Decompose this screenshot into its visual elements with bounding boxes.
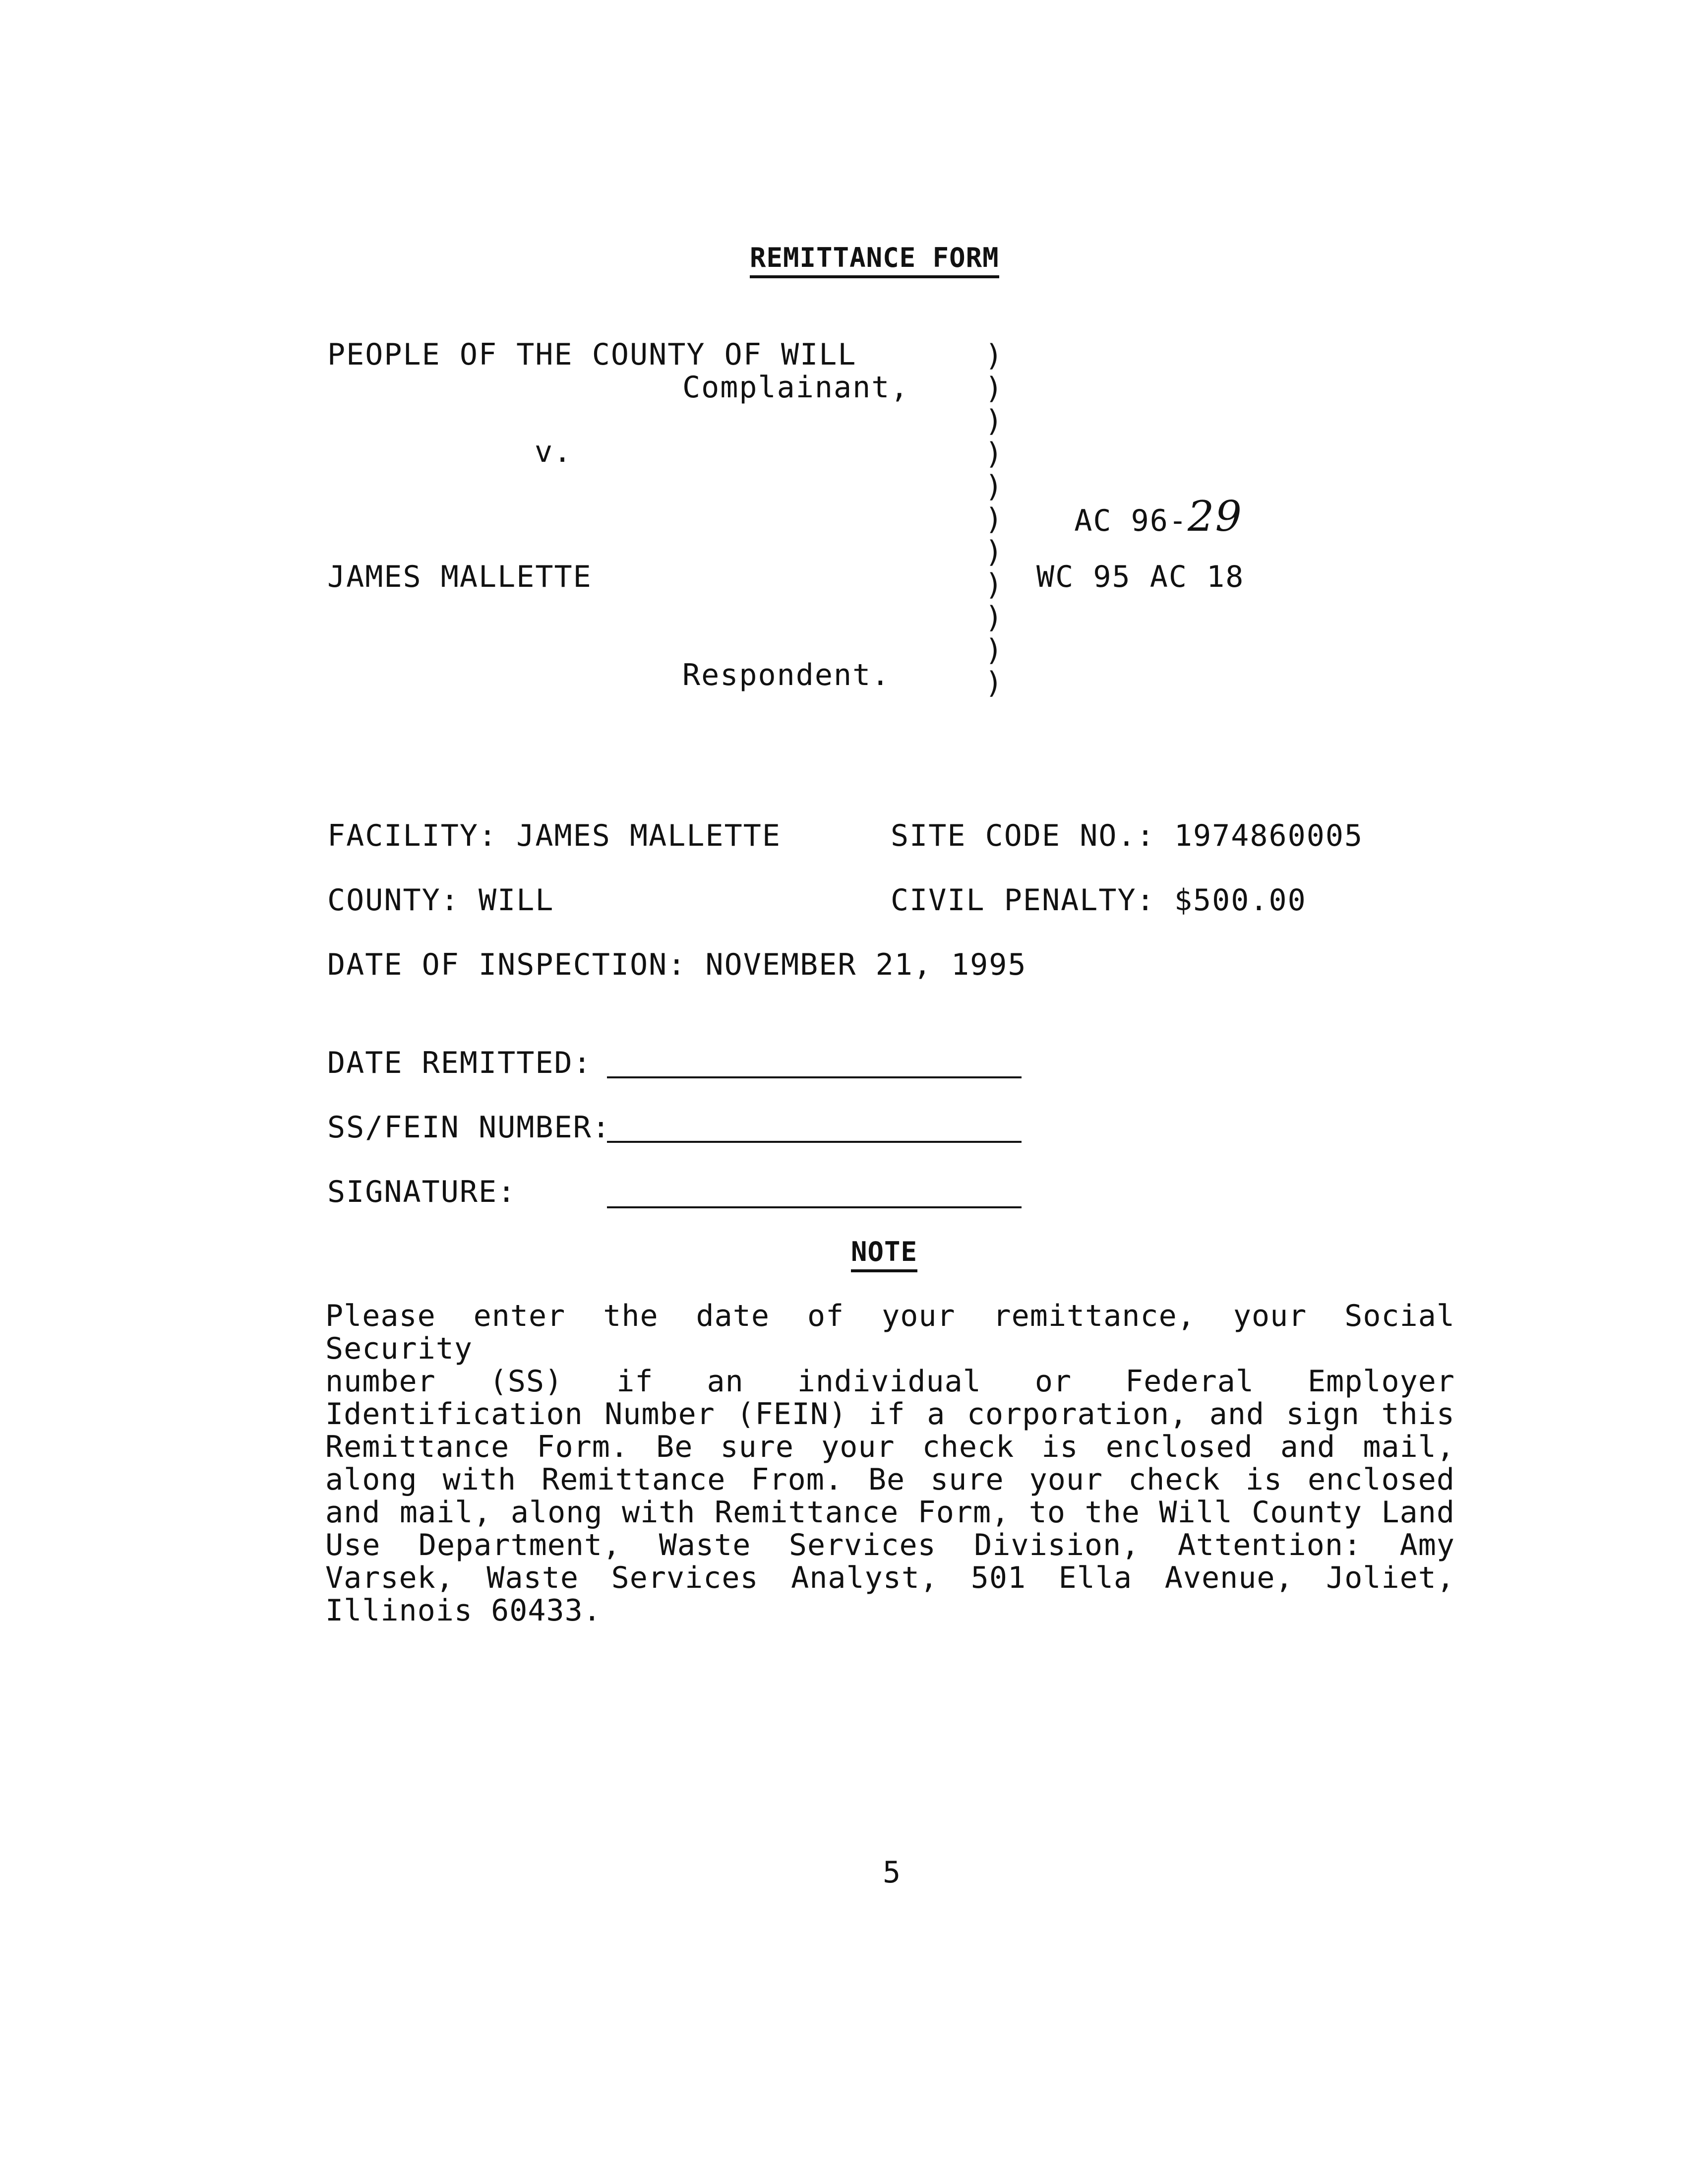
date-remitted-label: DATE REMITTED: [327,1046,592,1080]
note-line: Illinois 60433. [325,1593,602,1628]
note-line: Please enter the date of your remittance, your Social Security [325,1299,1455,1366]
civil-penalty-text: CIVIL PENALTY: $500.00 [891,883,1307,918]
note-line: and mail, along with Remittance Form, to the Will County Land [325,1495,1455,1530]
caption-paren: ) [985,535,1003,569]
note-title: NOTE [851,1236,917,1272]
caption-paren: ) [985,502,1003,537]
respondent-label: Respondent. [682,658,891,692]
note-line: Identification Number (FEIN) if a corporation, and sign this [325,1397,1455,1432]
caption-paren: ) [985,567,1003,602]
caption-paren: ) [985,404,1003,438]
date-of-inspection-text: DATE OF INSPECTION: NOVEMBER 21, 1995 [327,947,1027,982]
note-line: Remittance Form. Be sure your check is enclosed and mail, [325,1430,1455,1464]
complainant-label: Complainant, [682,370,909,405]
site-code-text: SITE CODE NO.: 1974860005 [891,818,1364,853]
caption-paren: ) [985,666,1003,700]
note-body [325,1300,1455,1627]
form-title: REMITTANCE FORM [750,242,999,278]
note-line: number (SS) if an individual or Federal Employer [325,1364,1455,1399]
date-remitted-line[interactable] [607,1076,1022,1078]
caption-paren: ) [985,633,1003,668]
case-number-2: WC 95 AC 18 [1036,560,1245,594]
signature-line[interactable] [607,1206,1022,1208]
case-handwritten-number: 29 [1188,492,1243,541]
case-number-1 [1036,467,1243,541]
page-number: 5 [883,1855,902,1890]
case-prefix: AC 96- [1074,503,1188,538]
facility-text: FACILITY: JAMES MALLETTE [327,818,781,853]
note-line: along with Remittance From. Be sure your check is enclosed [325,1462,1455,1497]
respondent-name: JAMES MALLETTE [327,560,592,594]
complainant-name: PEOPLE OF THE COUNTY OF WILL [327,337,857,372]
caption-paren: ) [985,338,1003,373]
caption-paren: ) [985,437,1003,471]
signature-label: SIGNATURE: [327,1175,517,1209]
note-line: Use Department, Waste Services Division, Attention: Amy [325,1528,1455,1562]
versus-label: v. [535,435,573,469]
ss-fein-line[interactable] [607,1141,1022,1143]
ss-fein-label: SS/FEIN NUMBER: [327,1110,611,1145]
caption-paren: ) [985,600,1003,635]
caption-paren: ) [985,371,1003,406]
county-text: COUNTY: WILL [327,883,554,918]
caption-paren: ) [985,469,1003,504]
note-line: Varsek, Waste Services Analyst, 501 Ella Avenue, Joliet, [325,1560,1455,1595]
